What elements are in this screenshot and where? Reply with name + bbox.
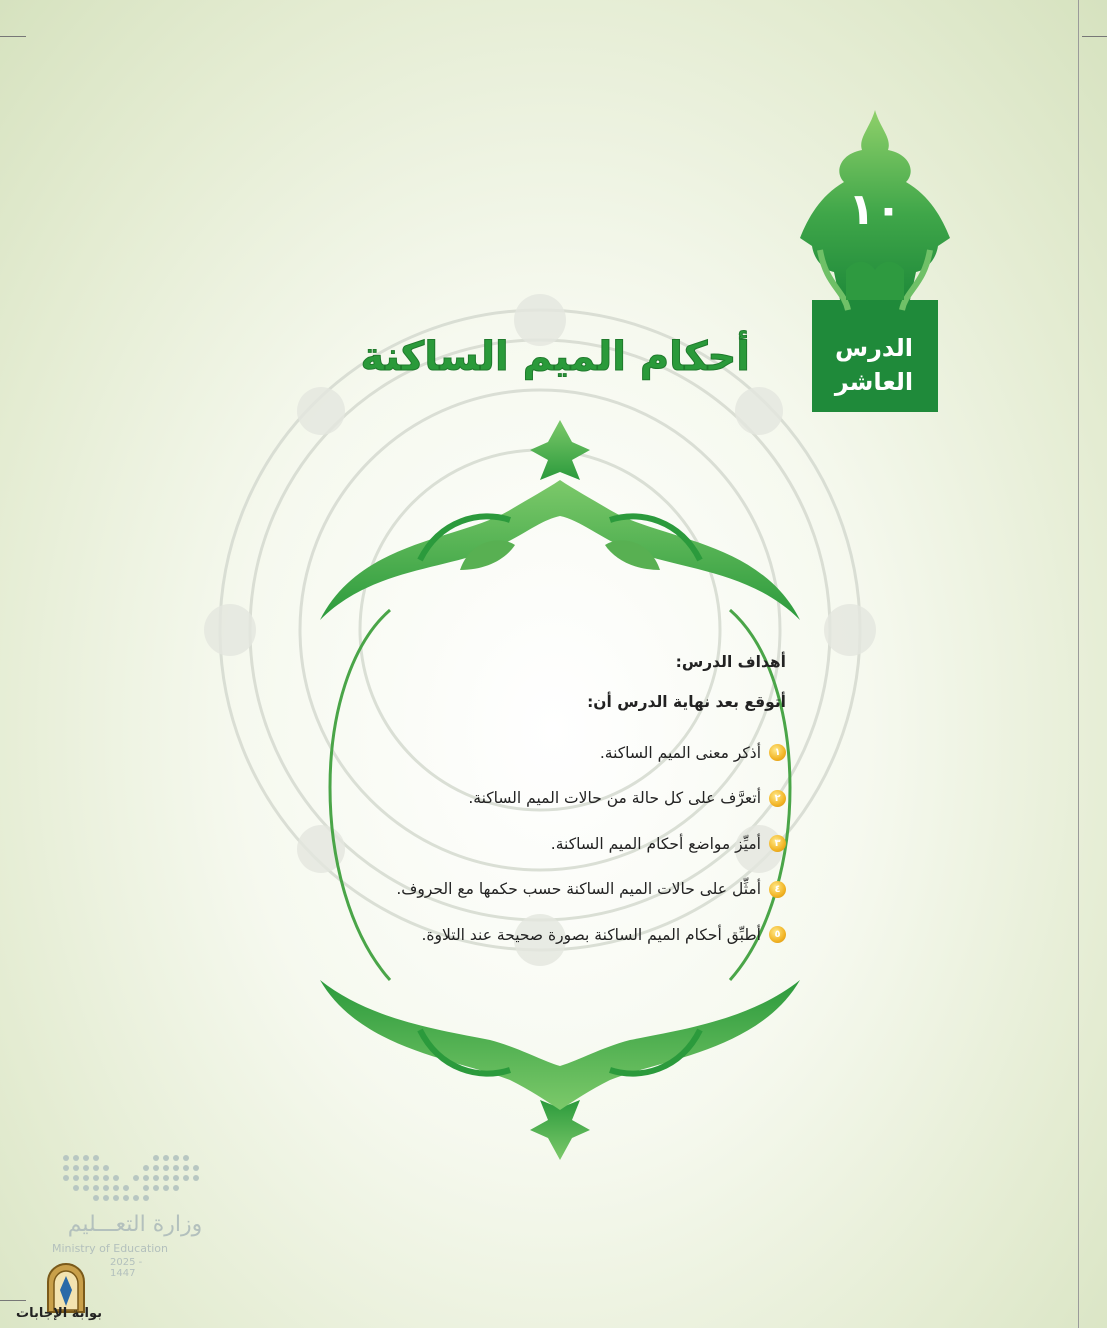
lesson-title: أحكام الميم الساكنة [360, 334, 750, 380]
crop-mark [0, 36, 26, 37]
objective-text: أطبِّق أحكام الميم الساكنة بصورة صحيحة عند التلاوة. [421, 925, 761, 944]
lesson-label-line2: العاشر [834, 368, 914, 396]
objectives-heading: أهداف الدرس: [675, 653, 786, 671]
ministry-name-english: Ministry of Education [52, 1242, 169, 1255]
objective-item [300, 776, 786, 822]
objective-text: أتعرَّف على كل حالة من حالات الميم الساكنة. [468, 789, 761, 808]
objectives-list [300, 730, 786, 958]
objective-item [300, 867, 786, 913]
lesson-objectives [300, 648, 786, 958]
objective-text: أذكر معنى الميم الساكنة. [599, 743, 761, 762]
objective-item [300, 730, 786, 776]
objective-text: أمثِّل على حالات الميم الساكنة حسب حكمها مع الحروف. [396, 880, 761, 899]
crop-mark [1082, 36, 1107, 37]
lesson-number-badge [800, 110, 950, 412]
objective-number-bullet: ٢ [769, 790, 786, 807]
ministry-year: 2025 - 1447 [110, 1257, 143, 1279]
lesson-label-line1: الدرس [834, 334, 914, 362]
objectives-intro: أتوقع بعد نهاية الدرس أن: [587, 693, 786, 711]
ministry-name-arabic: وزارة التعـــليم [67, 1212, 203, 1237]
page-edge-line [1078, 0, 1079, 1328]
objective-item [300, 912, 786, 958]
objective-number-bullet: ٣ [769, 835, 786, 852]
objective-item [300, 821, 786, 867]
watermark-text: بوابة الإجابات [16, 1306, 102, 1321]
objective-text: أميِّز مواضع أحكام الميم الساكنة. [550, 834, 761, 853]
lesson-number: ١٠ [848, 184, 902, 235]
objective-number-bullet: ٥ [769, 926, 786, 943]
objective-number-bullet: ١ [769, 744, 786, 761]
crop-mark [0, 1300, 26, 1301]
objective-number-bullet: ٤ [769, 881, 786, 898]
